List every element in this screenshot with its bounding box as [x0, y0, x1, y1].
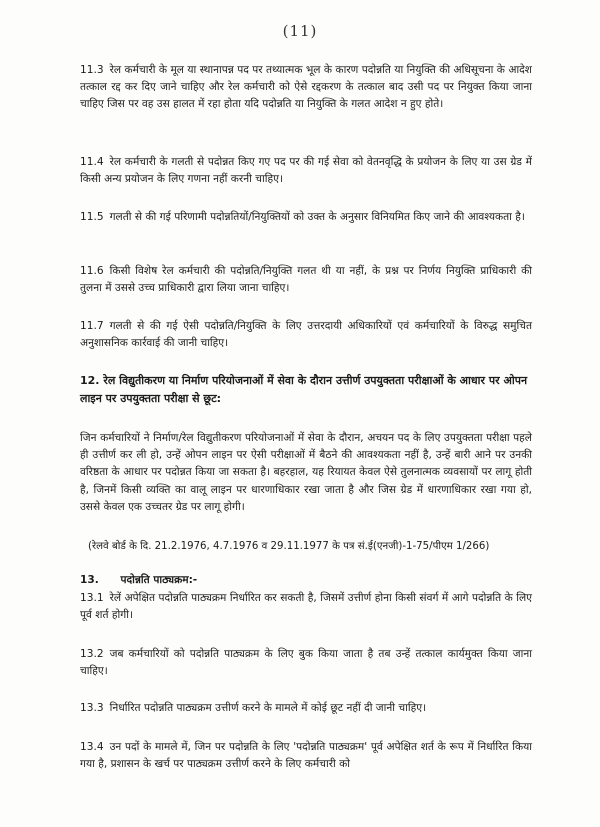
section-13-heading	[80, 572, 197, 589]
para-number: 11.7	[80, 320, 104, 332]
para-number: 11.5	[80, 211, 104, 223]
para-13-3	[80, 700, 532, 717]
para-11-5	[80, 209, 532, 226]
para-number: 13.2	[80, 648, 104, 660]
section-12-body: जिन कर्मचारियों ने निर्माण/रेल विद्युतीकरण परियोजनाओं में सेवा के दौरान, अचयन पद के लिए उपयुक्तता परीक्षा पहले ही उत्तीर्ण कर ली हो, उन्हें ओपन लाइन पर ऐसी परीक्षाओं में बैठने की आवश्यकता नहीं है, उन्हें बारी आने पर उनकी वरिष्ठता के आधार पर पदोन्नत किया जा सकता है। बहरहाल, यह रियायत केवल ऐसे तुलनात्मक व्यवसायों पर लागू होती है, जिनमें किसी व्यक्ति का वालू लाइन पर धारणाधिकार रखा जाता है और जिस ग्रेड में धारणाधिकार रखा गया हो, उससे केवल एक उच्चतर ग्रेड पर लागू होगी।	[80, 432, 532, 513]
para-number: 13.4	[80, 741, 104, 753]
section-13-number: 13.	[80, 574, 99, 586]
section-13-title: पदोन्नति पाठ्यक्रम:-	[120, 574, 198, 586]
para-text: निर्धारित पदोन्नति पाठ्यक्रम उत्तीर्ण करने के मामले में कोई छूट नहीं दी जानी चाहिए।	[109, 702, 427, 714]
para-text: जब कर्मचारियों को पदोन्नति पाठ्यक्रम के लिए बुक किया जाता है तब उन्हें तत्काल कार्यमुक्त किया जाना चाहिए।	[80, 648, 532, 678]
page-number: (11)	[282, 22, 318, 40]
para-number: 11.3	[80, 64, 104, 76]
para-text: रेल कर्मचारी के गलती से पदोन्नत किए गए पद पर की गई सेवा को वेतनवृद्धि के प्रयोजन के लिए या उस ग्रेड में किसी अन्य प्रयोजन के लिए गणना नहीं करनी चाहिए।	[80, 156, 532, 186]
para-11-6	[80, 263, 532, 297]
para-text: गलती से की गई परिणामी पदोन्नतियों/नियुक्तियों को उक्त के अनुसार विनियमित किए जाने की आवश्यकता है।	[109, 211, 525, 223]
para-13-2	[80, 646, 532, 680]
para-11-3	[80, 62, 532, 114]
para-number: 13.3	[80, 702, 104, 714]
para-text: उन पदों के मामले में, जिन पर पदोन्नति के लिए 'पदोन्नति पाठ्यक्रम' पूर्व अपेक्षित शर्त के रूप में निर्धारित किया गया है, प्रशासन के खर्च पर पाठ्यक्रम उत्तीर्ण करने के लिए कर्मचारी को	[80, 741, 532, 771]
section-12-heading: 12. रेल विद्युतीकरण या निर्माण परियोजनाओं में सेवा के दौरान उत्तीर्ण उपयुक्तता परीक्षाओं के आधार पर ओपन लाइन पर उपयुक्तता परीक्षा से छूट:	[80, 374, 528, 405]
para-number: 13.1	[80, 592, 104, 604]
para-text: रेलें अपेक्षित पदोन्नति पाठ्यक्रम निर्धारित कर सकती है, जिसमें उत्तीर्ण होना किसी संवर्ग में आगे पदोन्नति के लिए पूर्व शर्त होगी।	[80, 592, 532, 622]
para-text: रेल कर्मचारी के मूल या स्थानापन्न पद पर तथ्यात्मक भूल के कारण पदोन्नति या नियुक्ति की अधिसूचना के आदेश तत्काल रद्द कर दिए जाने चाहिए और रेल कर्मचारी को ऐसे रद्दकरण के तत्काल बाद उसी पद पर नियुक्त किया जाना चाहिए जिस पर वह उस हालत में रहा होता यदि पदोन्नति या नियुक्ति के गलत आदेश न हुए होते।	[80, 64, 532, 111]
para-text: गलती से की गई ऐसी पदोन्नति/नियुक्ति के लिए उत्तरदायी अधिकारियों एवं कर्मचारियों के विरुद्ध समुचित अनुशासनिक कार्रवाई की जानी चाहिए।	[80, 320, 532, 350]
section-12-reference: (रेलवे बोर्ड के दि. 21.2.1976, 4.7.1976 व 29.11.1977 के पत्र सं.ई(एनजी)-1-75/पीएम 1/266)	[88, 541, 490, 552]
para-11-7	[80, 318, 532, 352]
para-number: 11.4	[80, 156, 104, 168]
para-number: 11.6	[80, 265, 104, 277]
para-11-4	[80, 154, 532, 188]
para-13-1	[80, 590, 532, 624]
para-13-4	[80, 739, 532, 773]
para-text: किसी विशेष रेल कर्मचारी की पदोन्नति/नियुक्ति गलत थी या नहीं, के प्रश्न पर निर्णय नियुक्ति प्राधिकारी की तुलना में उससे उच्च प्राधिकारी द्वारा लिया जाना चाहिए।	[80, 265, 532, 295]
